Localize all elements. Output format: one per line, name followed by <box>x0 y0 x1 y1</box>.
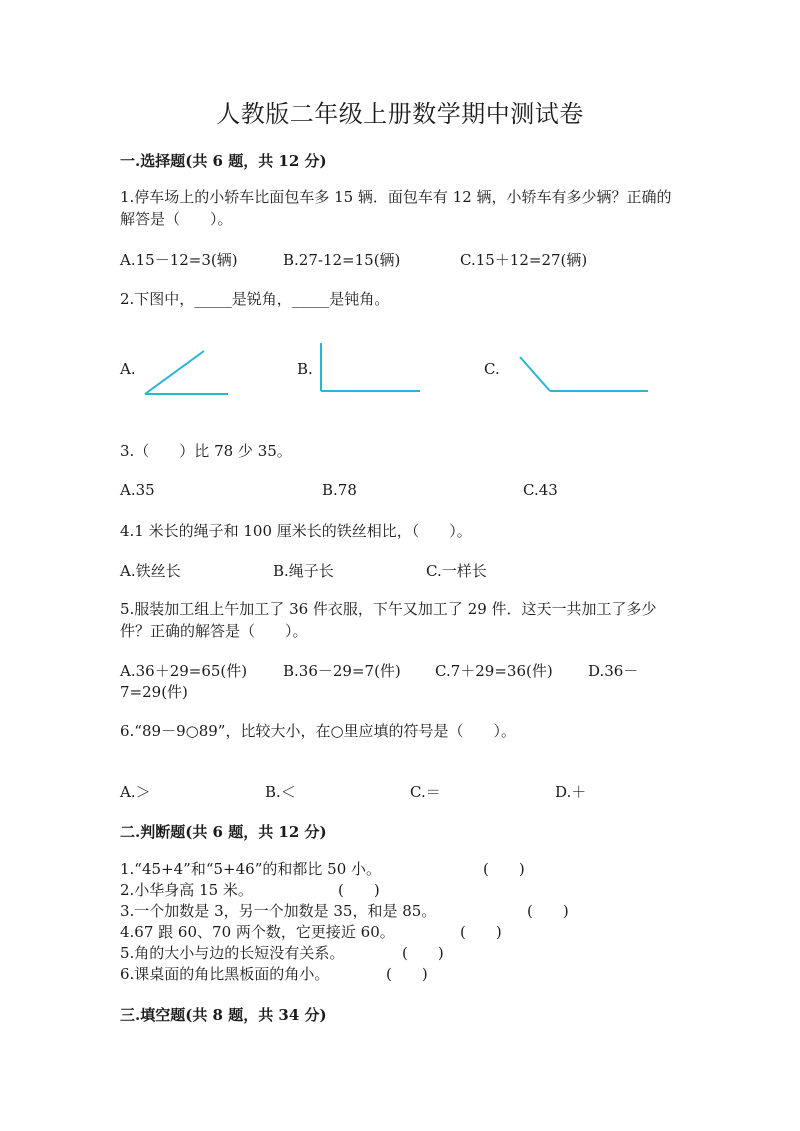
judge-item-5-text: 5.角的大小与边的长短没有关系。 <box>120 944 345 962</box>
question-6-option-a[interactable]: A.＞ <box>120 783 151 801</box>
judge-item-2-answer-blank[interactable]: ( ) <box>338 881 380 899</box>
question-5-text: 5.服装加工组上午加工了 36 件衣服，下午又加工了 29 件．这天一共加工了多少件？正确的解答是（ ）。 <box>120 600 657 640</box>
question-6-option-d[interactable]: D.＋ <box>555 783 587 801</box>
question-6-text: 6.“89－9○89”，比较大小，在○里应填的符号是（ ）。 <box>120 722 517 740</box>
judge-item-1-text: 1.“45+4”和“5+46”的和都比 50 小。 <box>120 860 382 878</box>
section-heading-choice: 一.选择题(共 6 题，共 12 分) <box>120 152 327 170</box>
question-3-option-c[interactable]: C.43 <box>523 481 558 499</box>
question-5-option-d[interactable]: D.36－ <box>588 662 639 680</box>
question-1-option-c[interactable]: C.15＋12=27(辆) <box>460 251 588 269</box>
judge-item-5-answer-blank[interactable]: ( ) <box>402 944 444 962</box>
question-4-option-a[interactable]: A.铁丝长 <box>120 562 181 580</box>
right-angle-figure <box>316 340 426 395</box>
page-title: 人教版二年级上册数学期中测试卷 <box>216 100 584 128</box>
section-heading-judge: 二.判断题(共 6 题，共 12 分) <box>120 823 327 841</box>
judge-item-1-answer-blank[interactable]: ( ) <box>483 860 525 878</box>
obtuse-angle-figure <box>516 352 656 397</box>
question-2-option-c[interactable]: C. <box>484 360 500 378</box>
question-4-option-b[interactable]: B.绳子长 <box>273 562 334 580</box>
question-5-option-a[interactable]: A.36＋29=65(件) <box>120 662 248 680</box>
question-4-text: 4.1 米长的绳子和 100 厘米长的铁丝相比，（ ）。 <box>120 522 472 540</box>
judge-item-4-text: 4.67 跟 60、70 两个数，它更接近 60。 <box>120 923 395 941</box>
question-6-option-b[interactable]: B.＜ <box>265 783 296 801</box>
judge-item-3-answer-blank[interactable]: ( ) <box>527 902 569 920</box>
question-2-option-a[interactable]: A. <box>120 360 136 378</box>
question-3-option-b[interactable]: B.78 <box>322 481 357 499</box>
question-1-option-a[interactable]: A.15－12=3(辆) <box>120 251 238 269</box>
question-2-option-b[interactable]: B. <box>297 360 313 378</box>
judge-item-2-text: 2.小华身高 15 米。 <box>120 881 253 899</box>
question-1-option-b[interactable]: B.27-12=15(辆) <box>283 251 401 269</box>
question-6-option-c[interactable]: C.＝ <box>410 783 441 801</box>
question-1-text: 1.停车场上的小轿车比面包车多 15 辆．面包车有 12 辆，小轿车有多少辆？正确的解答是（ ）。 <box>120 188 672 228</box>
question-5-option-c[interactable]: C.7＋29=36(件) <box>435 662 553 680</box>
judge-item-6-answer-blank[interactable]: ( ) <box>386 965 428 983</box>
judge-item-6-text: 6.课桌面的角比黑板面的角小。 <box>120 965 330 983</box>
section-heading-fill-blank: 三.填空题(共 8 题，共 34 分) <box>120 1006 327 1024</box>
judge-item-3-text: 3.一个加数是 3，另一个加数是 35，和是 85。 <box>120 902 437 920</box>
question-2-text: 2.下图中，_____是锐角，_____是钝角。 <box>120 290 390 308</box>
judge-item-4-answer-blank[interactable]: ( ) <box>460 923 502 941</box>
question-5-option-b[interactable]: B.36－29=7(件) <box>283 662 401 680</box>
acute-angle-figure <box>140 345 240 400</box>
question-3-option-a[interactable]: A.35 <box>120 481 155 499</box>
question-4-option-c[interactable]: C.一样长 <box>426 562 487 580</box>
question-3-text: 3.（ ）比 78 少 35。 <box>120 442 292 460</box>
question-5-option-d-continued: 7=29(件) <box>120 683 188 701</box>
